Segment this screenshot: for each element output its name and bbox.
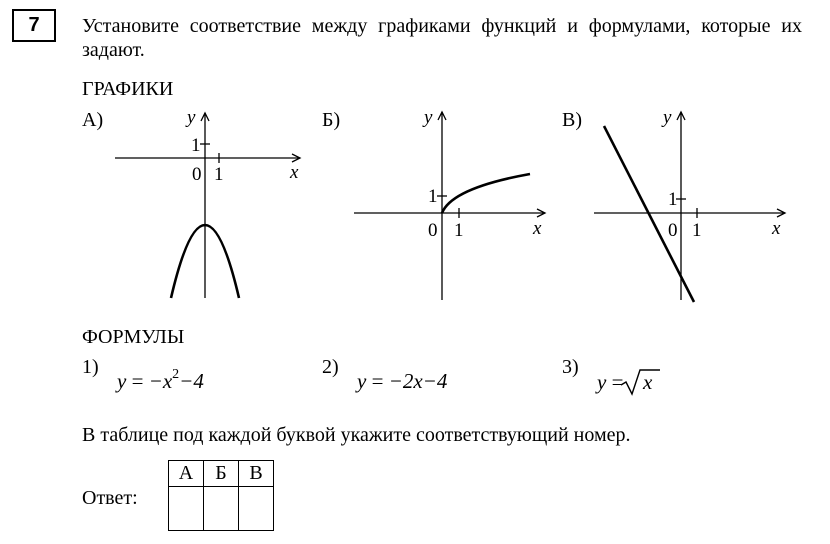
formula-1: $y = -x^2-4$ (117, 367, 204, 393)
formula-1-rhs-a: −x (148, 369, 173, 393)
formula-3: y = (597, 370, 624, 394)
graph-c-y-label: y (663, 107, 672, 128)
formula-3-rhs: x (643, 370, 653, 394)
graphs-heading: ГРАФИКИ (82, 78, 174, 100)
graph-a-label: А) (82, 109, 104, 131)
answer-cell-b[interactable] (204, 487, 239, 531)
task-instruction: Установите соответствие между графиками функций и формулами, которые их задают. (82, 15, 802, 61)
graph-a-tick-x-label: 1 (214, 164, 224, 185)
answer-label: Ответ: (82, 487, 138, 509)
table-instruction: В таблице под каждой буквой укажите соответствующий номер. (82, 424, 631, 446)
graph-c-origin-label: 0 (668, 220, 678, 241)
answer-cell-a[interactable] (169, 487, 204, 531)
formula-2-rhs: −2x−4 (388, 369, 448, 393)
graph-a-tick-y-label: 1 (191, 135, 201, 156)
formula-1-power: 2 (172, 367, 180, 382)
formula-1-lhs: y (117, 369, 127, 393)
graph-a-y-label: y (187, 107, 196, 128)
answer-col-b: Б (204, 461, 239, 487)
graph-c-label: В) (562, 109, 582, 131)
answer-cell-c[interactable] (239, 487, 274, 531)
answer-col-a: А (169, 461, 204, 487)
graph-c-x-label: x (772, 218, 781, 239)
formula-3-label: 3) (562, 356, 579, 378)
graph-c-tick-x-label: 1 (692, 220, 702, 241)
graph-a-origin-label: 0 (192, 164, 202, 185)
answer-col-c: В (239, 461, 274, 487)
graph-a-x-label: x (290, 162, 299, 183)
formula-2-label: 2) (322, 356, 339, 378)
graph-b-x-label: x (533, 218, 542, 239)
graph-b-label: Б) (322, 109, 341, 131)
graph-b-tick-x-label: 1 (454, 220, 464, 241)
graph-b-y-label: y (424, 107, 433, 128)
graph-b-tick-y-label: 1 (428, 186, 438, 207)
formula-1-label: 1) (82, 356, 99, 378)
graph-c-tick-y-label: 1 (668, 189, 678, 210)
task-number: 7 (12, 9, 56, 42)
formula-2: y = −2x−4 (357, 369, 448, 393)
graph-b-origin-label: 0 (428, 220, 438, 241)
formula-3-lhs: y (597, 370, 607, 394)
formula-2-lhs: y (357, 369, 367, 393)
answer-table (168, 460, 274, 531)
formulas-heading: ФОРМУЛЫ (82, 326, 185, 348)
formula-1-rhs-b: −4 (179, 369, 204, 393)
